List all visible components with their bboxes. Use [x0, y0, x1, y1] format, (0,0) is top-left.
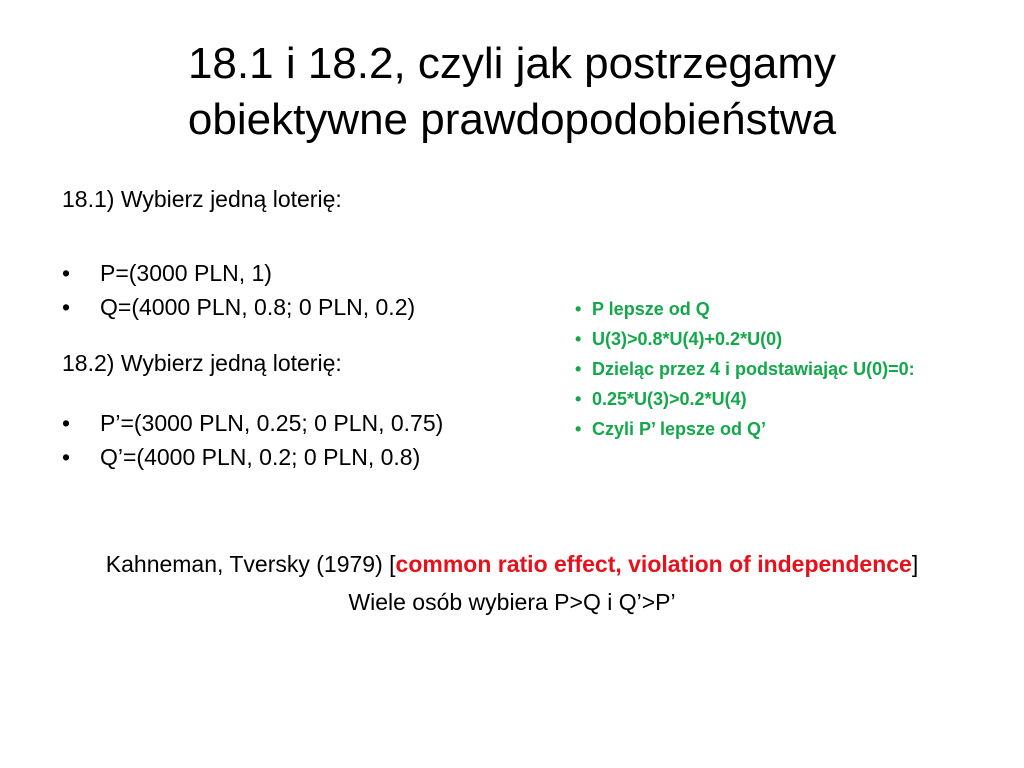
citation-suffix: ]: [911, 551, 919, 577]
slide-title: [0, 36, 1024, 148]
explanation-item: • 0.25*U(3)>0.2*U(4): [575, 384, 1015, 414]
explanation-item: • Czyli P’ lepsze od Q’: [575, 414, 1015, 444]
slide-title-line-2: obiektywne prawdopodobieństwa: [187, 95, 837, 144]
question-18-2-heading: 18.2) Wybierz jedną loterię:: [62, 350, 342, 376]
question-18-1-options: [62, 256, 562, 324]
explanation-item: • P lepsze od Q: [575, 294, 1015, 324]
explanation-item: • Dzieląc przez 4 i podstawiając U(0)=0:: [575, 354, 1015, 384]
lottery-option-p: • P=(3000 PLN, 1): [62, 256, 562, 290]
question-18-2-options: [62, 406, 562, 474]
lottery-option-q-prime: • Q’=(4000 PLN, 0.2; 0 PLN, 0.8): [62, 440, 562, 474]
explanation-list: [575, 294, 1015, 444]
slide-title-line-1: 18.1 i 18.2, czyli jak postrzegamy: [187, 39, 837, 88]
conclusion: Wiele osób wybiera P>Q i Q’>P’: [348, 589, 676, 615]
slide-footer: [0, 549, 1024, 617]
lottery-option-p-prime: • P’=(3000 PLN, 0.25; 0 PLN, 0.75): [62, 406, 562, 440]
question-18-1-heading: 18.1) Wybierz jedną loterię:: [62, 186, 342, 212]
lottery-questions: [62, 182, 562, 474]
lottery-option-q: • Q=(4000 PLN, 0.8; 0 PLN, 0.2): [62, 290, 562, 324]
citation-prefix: Kahneman, Tversky (1979) [: [105, 551, 396, 577]
citation: [0, 549, 1024, 579]
effect-name-highlight: common ratio effect, violation of independence: [395, 551, 912, 577]
explanation-item: • U(3)>0.8*U(4)+0.2*U(0): [575, 324, 1015, 354]
